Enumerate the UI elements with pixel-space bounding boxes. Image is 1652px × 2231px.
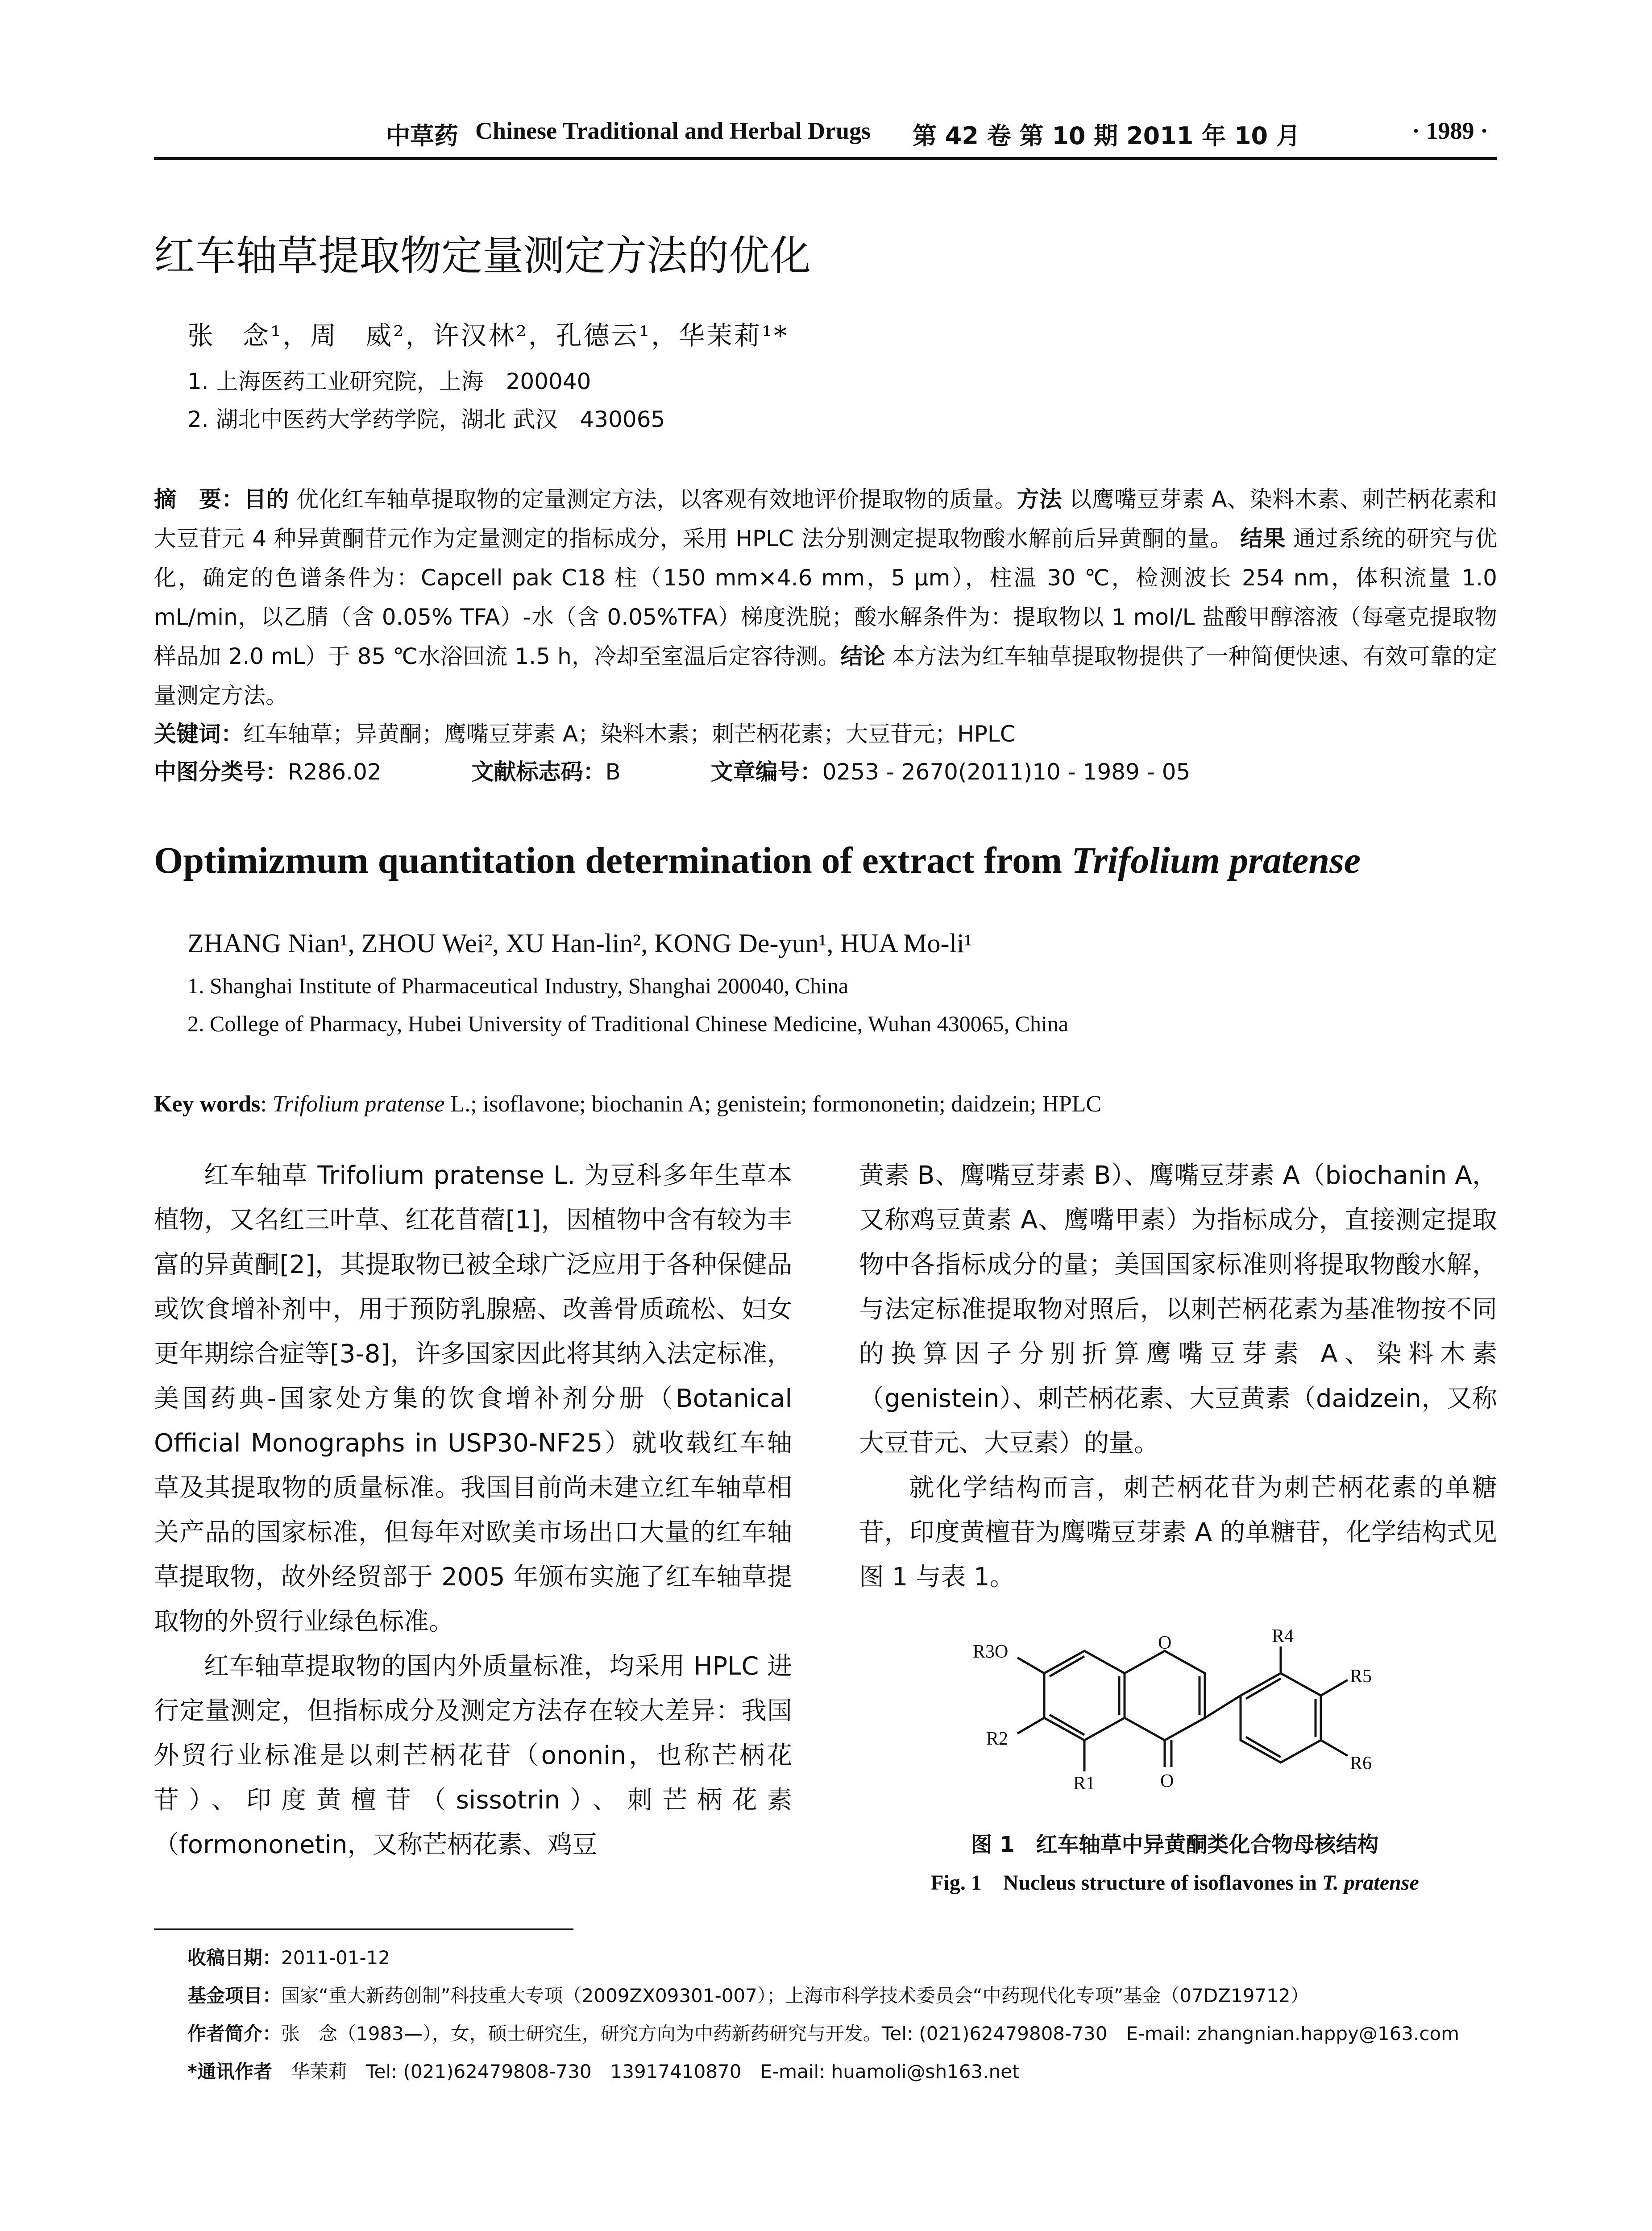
title-cn: 红车轴草提取物定量测定方法的优化 — [154, 232, 811, 280]
fund-text: 国家“重大新药创制”科技重大专项（2009ZX09301-007）；上海市科学技术委员会“中药现代化专项”基金（07DZ19712） — [281, 1985, 1309, 2007]
fund-label: 基金项目： — [187, 1985, 282, 2007]
authors-cn: 张 念¹，周 威²，许汉林²，孔德云¹，华茉莉¹* — [187, 320, 789, 351]
issue-info: 第 42 卷 第 10 期 2011 年 10 月 — [913, 122, 1300, 150]
objective-text: 优化红车轴草提取物的定量测定方法，以客观有效地评价提取物的质量。 — [296, 486, 1017, 512]
figure-caption-en — [852, 1865, 1497, 1896]
keywords-cn-text: 红车轴草；异黄酮；鹰嘴豆芽素 A；染料木素；刺芒柄花素；大豆苷元；HPLC — [243, 721, 1016, 747]
corresponding-label: *通讯作者 — [187, 2061, 272, 2082]
journal-name-en: Chinese Traditional and Herbal Drugs — [475, 117, 871, 144]
label-r3o: R3O — [973, 1642, 1009, 1662]
clc-value: R286.02 — [288, 759, 382, 785]
classification-line — [154, 754, 1497, 786]
corresponding-text: 华茉莉 Tel: (021)62479808-730 13917410870 E-mail: huamoli@sh163.net — [291, 2061, 1020, 2082]
label-r5: R5 — [1350, 1666, 1372, 1687]
label-r4: R4 — [1272, 1626, 1294, 1646]
running-header — [154, 117, 1497, 157]
conclusion-text: 本方法为红车轴草提取物提供了一种简便快速、有效可靠的定量测定方法。 — [154, 643, 1498, 709]
method-text: 以鹰嘴豆芽素 A、染料木素、刺芒柄花素和大豆苷元 4 种异黄酮苷元作为定量测定的指标成分，采用 HPLC 法分别测定提取物酸水解前后异黄酮的量。 — [154, 486, 1497, 552]
footnote-rule — [154, 1928, 573, 1930]
affiliation-en-1: 1. Shanghai Institute of Pharmaceutical Industry, Shanghai 200040, China — [187, 973, 849, 998]
authors-en: ZHANG Nian¹, ZHOU Wei², XU Han-lin², KONG De-yun¹, HUA Mo-li¹ — [187, 929, 972, 958]
abstract-label: 摘 要： — [154, 486, 244, 512]
footnote-corresponding — [187, 2057, 1020, 2084]
doc-code-label: 文献标志码： — [471, 759, 606, 785]
label-r1: R1 — [1073, 1773, 1096, 1794]
body-column-left — [154, 1153, 792, 1867]
keywords-en-text: L.; isoflavone; biochanin A; genistein; formononetin; daidzein; HPLC — [444, 1091, 1102, 1117]
bio-text: 张 念（1983—），女，硕士研究生，研究方向为中药新药研究与开发。Tel: (021)62479808-730 E-mail: zhangnian.happy@163.com — [281, 2023, 1460, 2044]
body-paragraph: 红车轴草提取物的国内外质量标准，均采用 HPLC 进行定量测定，但指标成分及测定方法存在较大差异：我国外贸行业标准是以刺芒柄花苷（ononin，也称芒柄花苷）、印度黄檀苷（sissotrin）、刺芒柄花素（formononetin，又称芒柄花素、鸡豆 — [154, 1652, 792, 1859]
affiliation-en-2: 2. College of Pharmacy, Hubei University of Traditional Chinese Medicine, Wuhan 430065, China — [187, 1011, 1069, 1036]
footnote-author-bio — [187, 2019, 1459, 2046]
title-en — [154, 839, 1361, 882]
received-date: 2011-01-12 — [281, 1947, 390, 1969]
keywords-en: Key words: Trifolium pratense L.; isoflavone; biochanin A; genistein; formononetin; daidzein; HPLC — [154, 1091, 1102, 1117]
title-en-italic: Trifolium pratense — [1071, 840, 1361, 881]
body-paragraph: 黄素 B、鹰嘴豆芽素 B）、鹰嘴豆芽素 A（biochanin A，又称鸡豆黄素 A、鹰嘴甲素）为指标成分，直接测定提取物中各指标成分的量；美国国家标准则将提取物酸水解，与法定标准提取物对照后，以刺芒柄花素为基准物按不同的换算因子分别折算鹰嘴豆芽素 A、染料木素（genistein）、刺芒柄花素、大豆黄素（daidzein，又称大豆苷元、大豆素）的量。 — [859, 1161, 1497, 1458]
keywords-cn-label: 关键词： — [154, 721, 243, 747]
figure-caption-en-main: Fig. 1 Nucleus structure of isoflavones in — [930, 1871, 1322, 1895]
received-label: 收稿日期： — [187, 1947, 282, 1969]
footnote-received — [187, 1943, 390, 1970]
figure-caption-cn: 图 1 红车轴草中异黄酮类化合物母核结构 — [971, 1832, 1379, 1857]
title-en-main: Optimizmum quantitation determination of extract from — [154, 840, 1072, 881]
clc-label: 中图分类号： — [154, 759, 288, 785]
bio-label: 作者简介： — [187, 2023, 282, 2044]
doc-code-value: B — [605, 759, 621, 785]
isoflavone-structure-figure — [973, 1606, 1383, 1816]
page-number: · 1989 · — [1411, 117, 1488, 144]
conclusion-label: 结论 — [840, 643, 885, 669]
label-ring-oxygen: O — [1158, 1633, 1172, 1653]
label-carbonyl-oxygen: O — [1160, 1771, 1174, 1791]
result-label: 结果 — [1240, 526, 1286, 552]
label-r2: R2 — [986, 1729, 1009, 1749]
article-no-label: 文章编号： — [710, 759, 822, 785]
journal-name-cn: 中草药 — [386, 123, 458, 149]
keywords-cn — [154, 716, 1016, 748]
footnote-fund — [187, 1981, 1309, 2008]
body-paragraph: 就化学结构而言，刺芒柄花苷为刺芒柄花素的单糖苷，印度黄檀苷为鹰嘴豆芽素 A 的单糖苷，化学结构式见图 1 与表 1。 — [859, 1473, 1497, 1592]
structure-bonds — [1017, 1646, 1348, 1771]
method-label: 方法 — [1017, 486, 1062, 512]
article-no-value: 0253 - 2670(2011)10 - 1989 - 05 — [822, 759, 1191, 785]
affiliation-cn-2: 2. 湖北中医药大学药学院，湖北 武汉 430065 — [187, 406, 665, 432]
abstract-cn — [154, 480, 1497, 715]
body-paragraph: 红车轴草 Trifolium pratense L. 为豆科多年生草本植物，又名红三叶草、红花苜蓿[1]，因植物中含有较为丰富的异黄酮[2]，其提取物已被全球广泛应用于各种保健品或饮食增补剂中，用于预防乳腺癌、改善骨质疏松、妇女更年期综合症等[3-8]，许多国家因此将其纳入法定标准，美国药典-国家处方集的饮食增补剂分册（Botanical Official Monographs in USP30-NF25）就收载红车轴草及其提取物的质量标准。我国目前尚未建立红车轴草相关产品的国家标准，但每年对欧美市场出口大量的红车轴草提取物，故外经贸部于 2005 年颁布实施了红车轴草提取物的外贸行业绿色标准。 — [154, 1161, 792, 1636]
figure-caption-en-italic: T. pratense — [1322, 1871, 1419, 1895]
keywords-en-italic: Trifolium pratense — [272, 1091, 445, 1117]
body-column-right — [859, 1153, 1497, 1600]
keywords-en-label: Key words — [154, 1091, 261, 1117]
affiliation-cn-1: 1. 上海医药工业研究院，上海 200040 — [187, 369, 591, 394]
header-rule — [154, 157, 1497, 160]
result-text: 通过系统的研究与优化，确定的色谱条件为：Capcell pak C18 柱（150 mm×4.6 mm，5 μm），柱温 30 ℃，检测波长 254 nm，体积流量 1.0 mL/min，以乙腈（含 0.05% TFA）-水（含 0.05%TFA）梯度洗脱；酸水解条件为：提取物以 1 mol/L 盐酸甲醇溶液（每毫克提取物样品加 2.0 mL）于 85 ℃水浴回流 1.5 h，冷却至室温后定容待测。 — [154, 526, 1497, 669]
objective-label: 目的 — [244, 486, 289, 512]
label-r6: R6 — [1350, 1753, 1372, 1774]
